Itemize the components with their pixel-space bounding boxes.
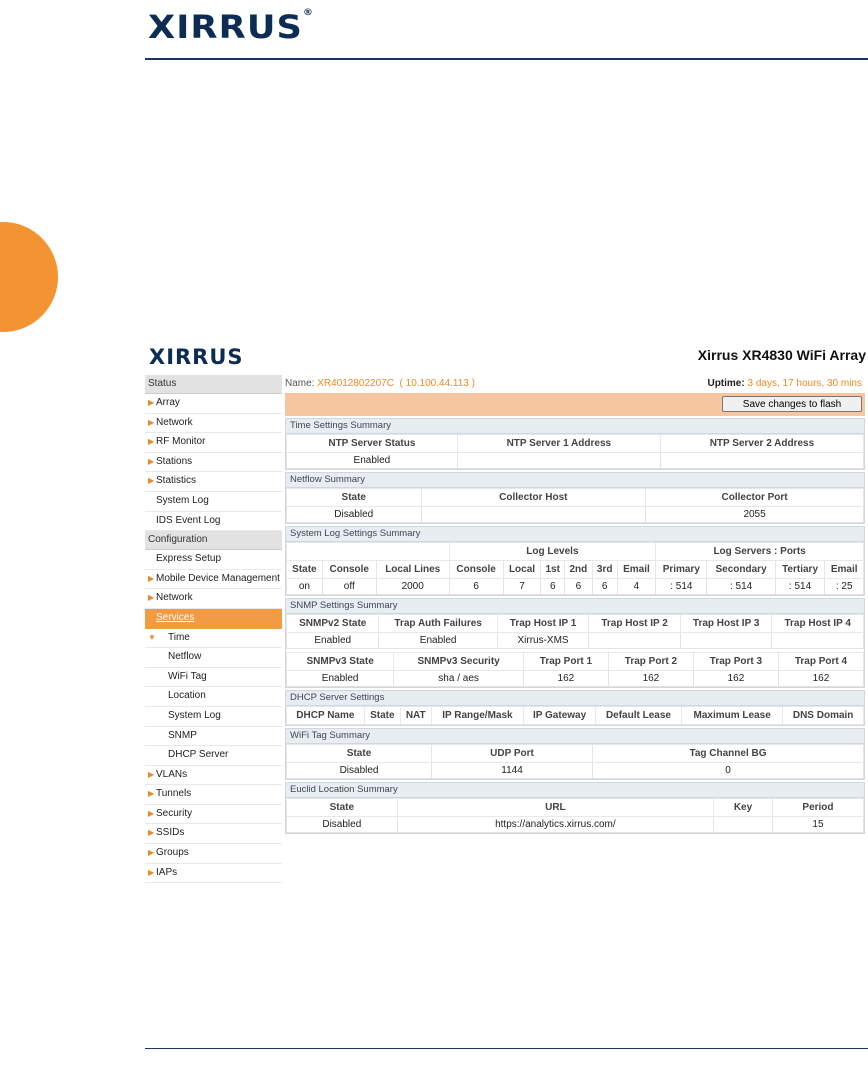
column-header: Email [617,561,655,579]
table-cell: 162 [778,671,863,687]
table-cell: 162 [693,671,778,687]
table-cell: Enabled [287,453,458,469]
column-header: State [287,799,398,817]
save-bar [285,393,865,416]
table-cell: https://analytics.xirrus.com/ [397,817,713,833]
column-header: Trap Port 1 [523,653,608,671]
sidebar-item-stations[interactable]: ▶ Stations [145,453,282,473]
table-cell: 162 [608,671,693,687]
column-header: Email [825,561,864,579]
table-cell: sha / aes [394,671,524,687]
column-header: Trap Host IP 4 [772,615,864,633]
sidebar-item-array[interactable]: ▶ Array [145,394,282,414]
array-ip: ( 10.100.44.113 ) [399,378,475,389]
column-header: Period [772,799,863,817]
euclid-location-summary: Euclid Location Summary State URL Key Period Disabled https://analytics.xirrus.com/ 15 [285,782,865,834]
wifi-tag-summary: WiFi Tag Summary State UDP Port Tag Channel BG Disabled 1144 0 [285,728,865,780]
table-cell: : 514 [707,579,775,595]
sidebar-item-system-log[interactable]: System Log [145,707,282,727]
sidebar-item-tunnels[interactable]: ▶ Tunnels [145,785,282,805]
column-header: Default Lease [595,707,681,725]
table-cell: 6 [592,579,617,595]
snmp-settings-summary: SNMP Settings Summary SNMPv2 State Trap Auth Failures Trap Host IP 1 Trap Host IP 2 Trap Host IP 3 Trap Host IP 4 Enabled Enabled Xirrus-XMS SNMPv3 State SNMPv3 Security Trap Port 1 Trap Port 2 Trap Port 3 Trap Port 4 Enabled sha / aes 162 162 162 162 [285,598,865,688]
system-log-settings-summary: System Log Settings Summary Log Levels Log Servers : Ports State Console Local Lines Console Local 1st 2nd 3rd Email Primary Secondary Tertiary Email on off 2000 6 7 6 6 6 4 : 514 : 514 : 514 : 25 [285,526,865,596]
table-cell: Disabled [287,817,398,833]
save-to-flash-button[interactable]: Save changes to flash [722,396,862,412]
dhcp-server-settings: DHCP Server Settings DHCP Name State NAT IP Range/Mask IP Gateway Default Lease Maximum Lease DNS Domain [285,690,865,726]
chapter-tab-marker [0,222,58,332]
table-cell: 162 [523,671,608,687]
column-header: IP Range/Mask [431,707,524,725]
sidebar-item-ids-event-log[interactable]: IDS Event Log [145,512,282,532]
table-cell: Xirrus-XMS [497,633,589,649]
column-header: State [287,489,422,507]
array-name: XR4012802207C [317,378,394,389]
log-levels-group: Log Levels [449,543,656,561]
table-cell: off [322,579,376,595]
column-header: Trap Port 4 [778,653,863,671]
expand-arrow-icon: ▶ [148,398,155,407]
table-cell [421,507,646,523]
column-header: State [287,561,323,579]
column-header: NTP Server 2 Address [660,435,863,453]
sidebar-item-location[interactable]: Location [145,687,282,707]
expand-arrow-icon: ▶ [148,828,155,838]
column-header: UDP Port [432,745,593,763]
column-header: Trap Host IP 1 [497,615,589,633]
expand-arrow-icon: ▶ [148,789,155,799]
expand-arrow-icon: ▶ [148,476,155,486]
table-cell: Enabled [379,633,497,649]
table-cell: on [287,579,323,595]
table-cell [589,633,681,649]
table-cell: 0 [592,763,863,779]
name-bar: Name: XR4012802207C ( 10.100.44.113 ) Uptime: 3 days, 17 hours, 30 mins [285,375,865,392]
sidebar-item-network[interactable]: ▶ Network [145,414,282,434]
footer-rule [145,1048,868,1049]
sidebar-item-vlans[interactable]: ▶ VLANs [145,766,282,786]
sidebar-item-ssids[interactable]: ▶ SSIDs [145,824,282,844]
table-cell [660,453,863,469]
column-header: NTP Server Status [287,435,458,453]
expand-arrow-icon: ▶ [148,593,155,603]
column-header: Local [503,561,541,579]
column-header: Primary [656,561,707,579]
expand-arrow-icon: ▶ [148,769,155,779]
column-header: URL [397,799,713,817]
column-header: 3rd [592,561,617,579]
expand-arrow-icon: ▶ [148,456,155,466]
column-header: 2nd [565,561,593,579]
expand-arrow-icon: ▶ [148,437,155,447]
uptime: Uptime: 3 days, 17 hours, 30 mins [707,378,862,389]
expand-arrow-icon: ▶ [148,417,155,427]
column-header: DNS Domain [783,707,864,725]
table-cell [457,453,660,469]
web-ui-screenshot [145,342,868,878]
column-header: Console [449,561,503,579]
table-cell: Disabled [287,763,432,779]
table-row [287,453,864,469]
table-row [287,817,864,833]
main-content [285,375,865,834]
table-cell: 2000 [376,579,449,595]
sidebar-item-security[interactable]: ▶ Security [145,805,282,825]
sidebar-item-netflow[interactable]: Netflow [145,648,282,668]
table-cell: 15 [772,817,863,833]
sidebar-item-system-log[interactable]: System Log [145,492,282,512]
table-header-row [287,561,864,579]
expand-arrow-icon: ▶ [148,867,155,877]
table-header-row [287,799,864,817]
table-cell: 4 [617,579,655,595]
table-header-row [287,435,864,453]
netflow-summary: Netflow Summary State Collector Host Collector Port Disabled 2055 [285,472,865,524]
column-header: Console [322,561,376,579]
sidebar-item-snmp[interactable]: SNMP [145,727,282,747]
column-header: SNMPv3 State [287,653,394,671]
table-cell: 7 [503,579,541,595]
sidebar-item-iaps[interactable]: ▶ IAPs [145,864,282,884]
expand-arrow-icon: ▶ [148,848,155,858]
column-header: Trap Host IP 2 [589,615,681,633]
column-header: SNMPv3 Security [394,653,524,671]
sidebar-item-rf-monitor[interactable]: ▶ RF Monitor [145,433,282,453]
app-logo: XIRRUS [149,345,244,369]
column-header: Trap Host IP 3 [680,615,772,633]
table-cell [680,633,772,649]
sidebar-item-time[interactable]: ▼ Time [145,629,282,649]
sidebar-item-network[interactable]: ▶ Network [145,589,282,609]
log-servers-group: Log Servers : Ports [656,543,864,561]
column-header: 1st [541,561,565,579]
table-cell [772,633,864,649]
column-header: NTP Server 1 Address [457,435,660,453]
column-header: State [287,745,432,763]
sidebar-item-services[interactable]: Services [145,609,282,629]
table-cell: 6 [449,579,503,595]
table-cell [714,817,773,833]
time-settings-summary: Time Settings Summary NTP Server Status NTP Server 1 Address NTP Server 2 Address Enabled [285,418,865,470]
column-header: Tertiary [775,561,825,579]
table-header-row [287,653,864,671]
column-header: Tag Channel BG [592,745,863,763]
column-header: Key [714,799,773,817]
column-header: DHCP Name [287,707,365,725]
column-header: IP Gateway [524,707,596,725]
column-header: Collector Host [421,489,646,507]
expand-arrow-icon: ▶ [148,573,155,583]
sidebar-item-express-setup[interactable]: Express Setup [145,550,282,570]
expand-arrow-icon: ▶ [148,808,155,818]
table-row [287,579,864,595]
sidebar-item-statistics[interactable]: ▶ Statistics [145,472,282,492]
sidebar-item-groups[interactable]: ▶ Groups [145,844,282,864]
column-header: Maximum Lease [682,707,783,725]
table-row [287,671,864,687]
expanded-arrow-icon: ▼ [148,632,156,642]
table-cell: Enabled [287,671,394,687]
header-rule [145,58,868,60]
sidebar-item-mobile-device-management[interactable]: ▶ Mobile Device Management [145,570,282,590]
table-row [287,507,864,523]
column-header: Collector Port [646,489,864,507]
table-cell: Enabled [287,633,379,649]
table-row [287,633,864,649]
column-header: NAT [400,707,431,725]
table-cell: 6 [541,579,565,595]
table-cell: 6 [565,579,593,595]
sidebar-header-status[interactable]: Status [145,375,282,394]
sidebar-item-wifi-tag[interactable]: WiFi Tag [145,668,282,688]
table-cell: Disabled [287,507,422,523]
column-header: Trap Auth Failures [379,615,497,633]
table-cell: 2055 [646,507,864,523]
table-row [287,763,864,779]
sidebar-header-configuration[interactable]: Configuration [145,531,282,550]
table-cell: 1144 [432,763,593,779]
table-cell: : 25 [825,579,864,595]
table-cell: : 514 [656,579,707,595]
table-header-row [287,745,864,763]
sidebar [145,375,282,883]
column-header: SNMPv2 State [287,615,379,633]
app-title: Xirrus XR4830 WiFi Array [697,347,866,363]
column-header: Local Lines [376,561,449,579]
sidebar-item-dhcp-server[interactable]: DHCP Server [145,746,282,766]
table-header-row [287,489,864,507]
column-header: Trap Port 3 [693,653,778,671]
page-logo: XIRRUS® [148,8,314,46]
column-header: Secondary [707,561,775,579]
table-header-row [287,707,864,725]
column-header: Trap Port 2 [608,653,693,671]
column-header: State [364,707,400,725]
table-header-row [287,615,864,633]
table-cell: : 514 [775,579,825,595]
